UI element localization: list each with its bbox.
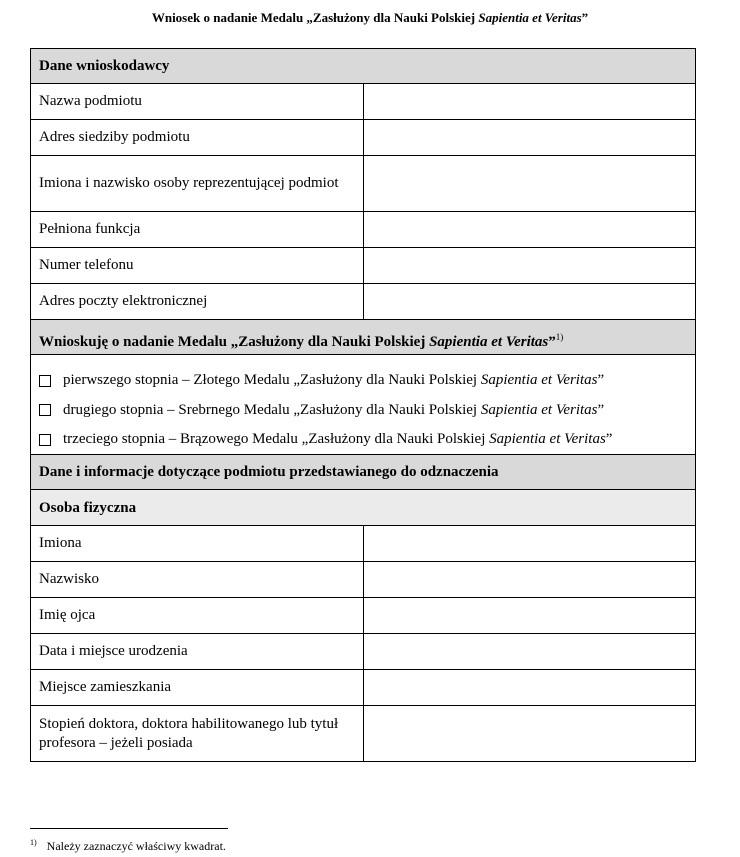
form-row (31, 706, 695, 761)
form-row (31, 562, 695, 598)
option-text-suffix: ” (605, 431, 613, 448)
row-label: Pełniona funkcja (31, 212, 364, 247)
father-name-field[interactable] (364, 598, 695, 633)
row-label: Stopień doktora, doktora habilitowanego lub tytuł profesora – jeżeli posiada (31, 706, 364, 761)
academic-degree-field[interactable] (364, 706, 695, 761)
footnote-marker: 1) (30, 838, 37, 847)
option-text-italic: Sapientia et Veritas (480, 401, 598, 418)
form-row (31, 284, 695, 320)
option-text (63, 372, 604, 389)
row-label: Adres siedziby podmiotu (31, 120, 364, 155)
option-text-italic: Sapientia et Veritas (489, 431, 606, 448)
row-label: Numer telefonu (31, 248, 364, 283)
option-text-italic: Sapientia et Veritas (480, 372, 598, 389)
phone-field[interactable] (364, 248, 695, 283)
option-first-degree (39, 366, 687, 396)
form-row (31, 156, 695, 212)
residence-field[interactable] (364, 670, 695, 705)
option-text-suffix: ” (597, 372, 605, 389)
form-row (31, 248, 695, 284)
option-third-degree (39, 425, 687, 455)
footnote-separator (30, 828, 228, 829)
form-row (31, 84, 695, 120)
entity-name-field[interactable] (364, 84, 695, 119)
representative-name-field[interactable] (364, 156, 695, 211)
form-row (31, 670, 695, 706)
footnote-reference: 1) (555, 332, 564, 342)
request-header-italic: Sapientia et Veritas (429, 334, 549, 350)
footnote-text: Należy zaznaczyć właściwy kwadrat. (46, 839, 226, 853)
form-row (31, 526, 695, 562)
email-field[interactable] (364, 284, 695, 319)
second-degree-checkbox[interactable] (39, 404, 51, 416)
request-header-prefix: Wnioskuję o nadanie Medalu „Zasłużony dla Nauki Polskiej (39, 334, 430, 350)
surname-field[interactable] (364, 562, 695, 597)
title-prefix: Wniosek o nadanie Medalu „Zasłużony dla Nauki Polskiej (151, 10, 479, 25)
applicant-section-header: Dane wnioskodawcy (31, 49, 695, 84)
option-text-prefix: pierwszego stopnia – Złotego Medalu „Zasłużony dla Nauki Polskiej (63, 372, 481, 389)
row-label: Data i miejsce urodzenia (31, 634, 364, 669)
birth-date-place-field[interactable] (364, 634, 695, 669)
form-row (31, 212, 695, 248)
first-names-field[interactable] (364, 526, 695, 561)
option-text-prefix: drugiego stopnia – Srebrnego Medalu „Zasłużony dla Nauki Polskiej (63, 401, 481, 418)
row-label: Adres poczty elektronicznej (31, 284, 364, 319)
request-section-header (31, 320, 695, 355)
natural-person-subheader: Osoba fizyczna (31, 490, 695, 526)
position-field[interactable] (364, 212, 695, 247)
request-header-suffix: ” (548, 334, 556, 350)
footnote (30, 838, 226, 854)
option-text-suffix: ” (597, 401, 605, 418)
option-text (63, 402, 604, 419)
document-title (0, 10, 740, 26)
row-label: Nazwa podmiotu (31, 84, 364, 119)
row-label: Imiona (31, 526, 364, 561)
medal-degree-options (31, 355, 695, 455)
option-second-degree (39, 396, 687, 426)
title-suffix: ” (581, 10, 589, 25)
option-text-prefix: trzeciego stopnia – Brązowego Medalu „Zasłużony dla Nauki Polskiej (63, 431, 490, 448)
nominee-section-header: Dane i informacje dotyczące podmiotu przedstawianego do odznaczenia (31, 455, 695, 490)
form-row (31, 120, 695, 156)
option-text (63, 431, 612, 448)
entity-address-field[interactable] (364, 120, 695, 155)
third-degree-checkbox[interactable] (39, 434, 51, 446)
application-form (30, 48, 696, 762)
form-row (31, 598, 695, 634)
row-label: Imiona i nazwisko osoby reprezentującej podmiot (31, 156, 364, 211)
row-label: Nazwisko (31, 562, 364, 597)
first-degree-checkbox[interactable] (39, 375, 51, 387)
form-row (31, 634, 695, 670)
row-label: Imię ojca (31, 598, 364, 633)
row-label: Miejsce zamieszkania (31, 670, 364, 705)
title-italic: Sapientia et Veritas (478, 10, 582, 25)
